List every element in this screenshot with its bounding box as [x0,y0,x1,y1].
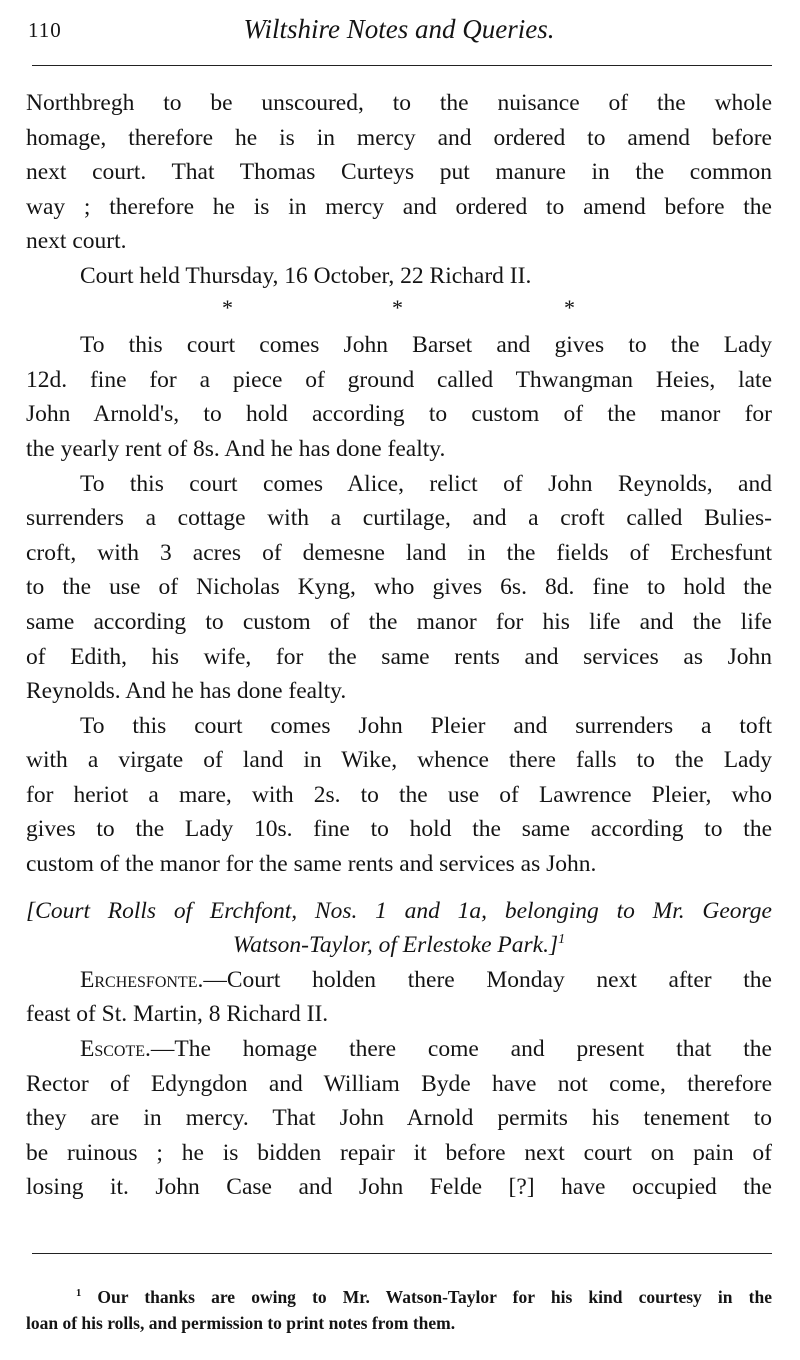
text-line: way ; therefore he is in mercy and ordered to amend before the [26,193,772,220]
running-header [26,14,772,48]
footnote [26,1284,772,1336]
text-line: be ruinous ; he is bidden repair it before next court on pain of [26,1139,772,1166]
text-line: same according to custom of the manor for his life and the life [26,608,772,635]
text-line [26,1032,772,1067]
text-line: 12d. fine for a piece of ground called Thwangman Heies, late [26,366,772,393]
place-name: Escote. [80,1036,151,1063]
text-line: John Arnold's, to hold according to custom of the manor for [26,401,772,428]
header-rule [32,65,772,66]
footnote-line [26,1284,772,1310]
page-number: 110 [28,18,62,42]
text-line: next court. [26,228,127,255]
text-line: To this court comes Alice, relict of John Reynolds, and [80,470,772,497]
asterisk-divider [26,294,772,329]
text-line: To this court comes John Barset and gives to the Lady [80,332,772,359]
text-line [26,963,772,998]
text-line: the yearly rent of 8s. And he has done fealty. [26,435,446,462]
text-line: to the use of Nicholas Kyng, who gives 6s. 8d. fine to hold the [26,574,772,601]
text-line: Rector of Edyngdon and William Byde have not come, therefore [26,1070,772,1097]
place-name: Erchesfonte. [80,966,204,993]
text-line: croft, with 3 acres of demesne land in the fields of Erchesfunt [26,539,772,566]
text-line: To this court comes John Pleier and surrenders a toft [80,712,772,739]
court-rolls-heading-cont [26,928,772,963]
footnote-line: loan of his rolls, and permission to print notes from them. [26,1313,456,1333]
text-line: surrenders a cottage with a curtilage, and a croft called Bulies- [26,505,772,532]
text-line: of Edith, his wife, for the same rents and services as John [26,643,772,670]
footnote-rule [32,1253,772,1254]
text-line: Reynolds. And he has done fealty. [26,678,347,705]
text-line: with a virgate of land in Wike, whence there falls to the Lady [26,747,772,774]
text-line: gives to the Lady 10s. fine to hold the same according to the [26,816,772,843]
text-run: —The homage there come and present that the [150,1036,772,1063]
text-run: —Court holden there Monday next after the [203,966,772,993]
footnote-ref: 1 [558,931,566,948]
asterisk: * [222,294,233,320]
text-line: for heriot a mare, with 2s. to the use of Lawrence Pleier, who [26,781,772,808]
text-line: feast of St. Martin, 8 Richard II. [26,1001,329,1028]
footnote-marker: 1 [76,1288,82,1300]
heading-text: Watson-Taylor, of Erlestoke Park.] [232,932,559,959]
asterisk: * [392,294,403,320]
text-line: homage, therefore he is in mercy and ordered to amend before [26,124,772,151]
court-held-line: Court held Thursday, 16 October, 22 Richard II. [80,262,532,289]
text-line: losing it. John Case and John Felde [?] have occupied the [26,1174,772,1201]
text-line: custom of the manor for the same rents and services as John. [26,851,597,878]
page [26,0,772,1360]
body-text [26,86,772,1205]
court-rolls-heading: [Court Rolls of Erchfont, Nos. 1 and 1a, belonging to Mr. George [26,897,772,924]
asterisk: * [564,294,575,320]
footnote-text: Our thanks are owing to Mr. Watson-Taylor for his kind courtesy in the [97,1287,772,1307]
running-title: Wiltshire Notes and Queries. [243,14,555,44]
spacer [26,882,772,894]
text-line: next court. That Thomas Curteys put manure in the common [26,159,772,186]
text-line: they are in mercy. That John Arnold permits his tenement to [26,1105,772,1132]
text-line: Northbregh to be unscoured, to the nuisance of the whole [26,90,772,116]
